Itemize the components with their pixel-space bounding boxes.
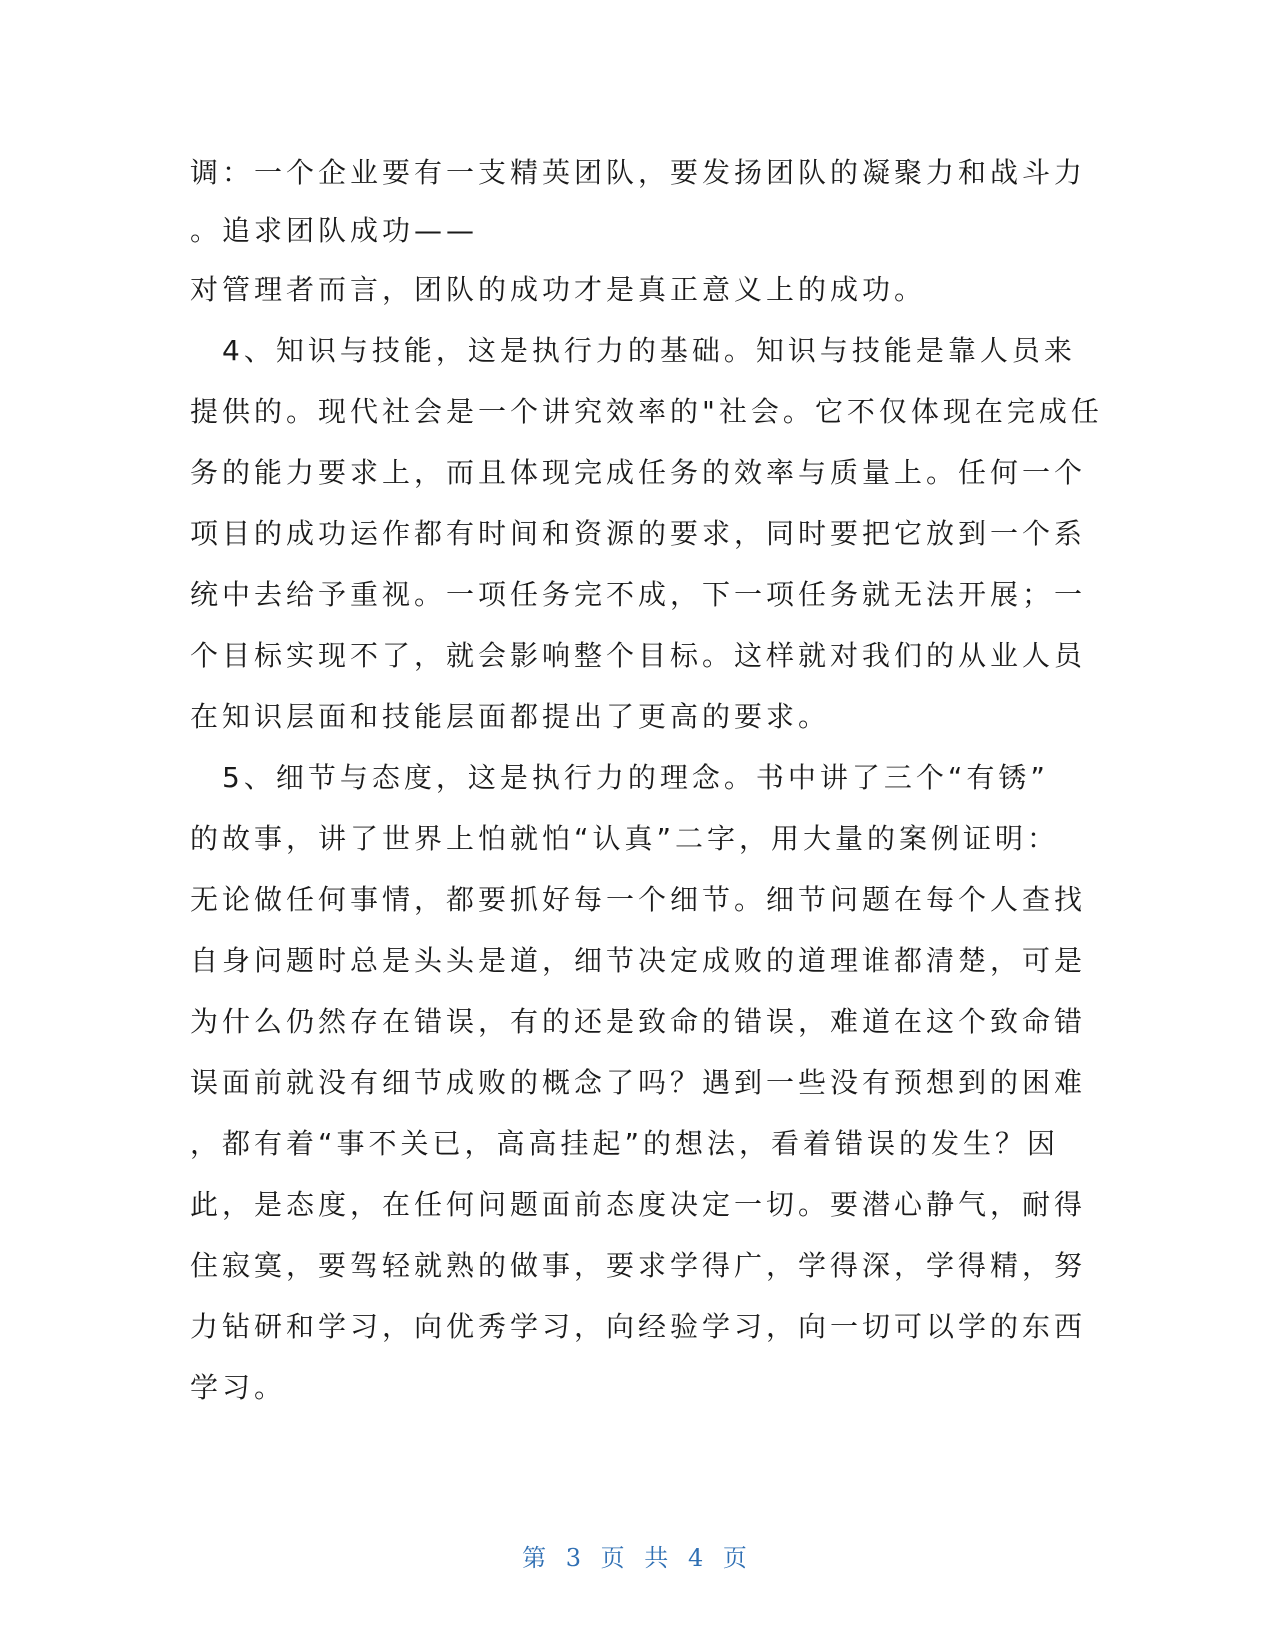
text-line: 提供的。现代社会是一个讲究效率的"社会。它不仅体现在完成任 [190,395,1103,428]
text-line: 学习。 [190,1371,287,1404]
text-line: 对管理者而言，团队的成功才是真正意义上的成功。 [190,273,927,306]
text-line: 此，是态度，在任何问题面前态度决定一切。要潜心静气，耐得 [190,1188,1087,1221]
text-line: 务的能力要求上，而且体现完成任务的效率与质量上。任何一个 [190,456,1087,489]
text-line: 4、知识与技能，这是执行力的基础。知识与技能是靠人员来 [190,334,1076,367]
text-line: 5、细节与态度，这是执行力的理念。书中讲了三个“有锈” [190,761,1049,794]
page-number-footer: 第 3 页 共 4 页 [522,1544,753,1572]
document-body [190,142,1103,1418]
text-line: 在知识层面和技能层面都提出了更高的要求。 [190,700,831,733]
text-line: 调：一个企业要有一支精英团队，要发扬团队的凝聚力和战斗力 [190,156,1087,189]
text-line: 为什么仍然存在错误，有的还是致命的错误，难道在这个致命错 [190,1005,1087,1038]
text-line: 的故事，讲了世界上怕就怕“认真”二字，用大量的案例证明： [190,822,1060,855]
text-line: ，都有着“事不关已，高高挂起”的想法，看着错误的发生？因 [190,1127,1060,1160]
text-line: 误面前就没有细节成败的概念了吗？遇到一些没有预想到的困难 [190,1066,1087,1099]
text-line: 力钻研和学习，向优秀学习，向经验学习，向一切可以学的东西 [190,1310,1087,1343]
text-line: 。追求团队成功—— [190,214,479,247]
text-line: 住寂寞，要驾轻就熟的做事，要求学得广，学得深，学得精，努 [190,1249,1087,1282]
text-line: 自身问题时总是头头是道，细节决定成败的道理谁都清楚，可是 [190,944,1087,977]
text-line: 个目标实现不了，就会影响整个目标。这样就对我们的从业人员 [190,639,1087,672]
text-line: 项目的成功运作都有时间和资源的要求，同时要把它放到一个系 [190,517,1087,550]
text-line: 无论做任何事情，都要抓好每一个细节。细节问题在每个人查找 [190,883,1087,916]
text-line: 统中去给予重视。一项任务完不成，下一项任务就无法开展；一 [190,578,1087,611]
